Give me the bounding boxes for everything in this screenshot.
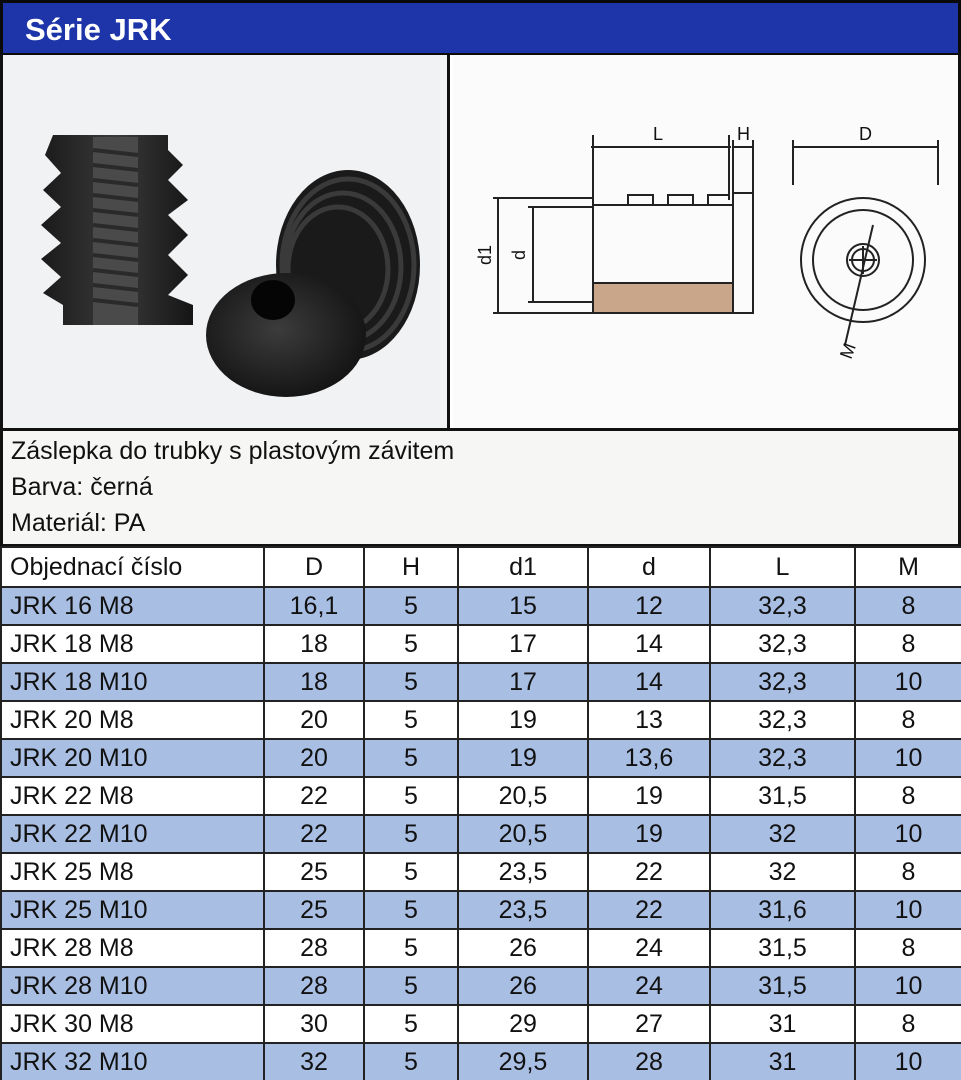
cell-L: 31,5 [710, 929, 855, 967]
cell-order-number: JRK 20 M10 [1, 739, 264, 777]
cell-H: 5 [364, 701, 458, 739]
column-header-order-number: Objednací číslo [1, 547, 264, 587]
cell-H: 5 [364, 1043, 458, 1080]
cell-L: 31,6 [710, 891, 855, 929]
cell-d: 14 [588, 663, 710, 701]
technical-drawing-svg [453, 55, 958, 428]
cell-H: 5 [364, 587, 458, 625]
cell-order-number: JRK 20 M8 [1, 701, 264, 739]
description-material: Materiál: PA [11, 509, 146, 537]
table-row [1, 929, 961, 967]
cell-d1: 17 [458, 663, 588, 701]
cell-order-number: JRK 25 M8 [1, 853, 264, 891]
label-H: H [737, 124, 750, 144]
cell-L: 31,5 [710, 777, 855, 815]
cell-order-number: JRK 28 M10 [1, 967, 264, 1005]
cell-M: 8 [855, 853, 961, 891]
cell-d1: 19 [458, 739, 588, 777]
cell-L: 32 [710, 853, 855, 891]
cell-d: 13,6 [588, 739, 710, 777]
cell-M: 8 [855, 1005, 961, 1043]
cell-d: 19 [588, 815, 710, 853]
cell-d1: 20,5 [458, 777, 588, 815]
product-description [0, 428, 961, 546]
technical-drawing [453, 55, 958, 428]
cell-d1: 26 [458, 967, 588, 1005]
cell-D: 20 [264, 701, 364, 739]
cell-d: 13 [588, 701, 710, 739]
cell-M: 10 [855, 967, 961, 1005]
table-header-row [1, 547, 961, 587]
cell-M: 8 [855, 625, 961, 663]
column-header-d1: d1 [458, 547, 588, 587]
cell-D: 28 [264, 967, 364, 1005]
cell-H: 5 [364, 625, 458, 663]
table-row [1, 663, 961, 701]
cell-D: 18 [264, 625, 364, 663]
insert-hole-shape [251, 280, 295, 320]
cell-d1: 20,5 [458, 815, 588, 853]
column-header-D: D [264, 547, 364, 587]
cell-d: 12 [588, 587, 710, 625]
cell-order-number: JRK 32 M10 [1, 1043, 264, 1080]
cell-D: 22 [264, 777, 364, 815]
cell-L: 32 [710, 815, 855, 853]
cell-L: 31,5 [710, 967, 855, 1005]
cell-order-number: JRK 25 M10 [1, 891, 264, 929]
cell-H: 5 [364, 777, 458, 815]
cell-L: 32,3 [710, 701, 855, 739]
cell-d1: 29,5 [458, 1043, 588, 1080]
label-L: L [653, 124, 664, 144]
cell-D: 32 [264, 1043, 364, 1080]
label-d1: d1 [475, 244, 495, 265]
table-row [1, 853, 961, 891]
cell-d: 27 [588, 1005, 710, 1043]
cell-d: 14 [588, 625, 710, 663]
cell-d1: 19 [458, 701, 588, 739]
table-row [1, 1043, 961, 1080]
cell-M: 8 [855, 929, 961, 967]
cell-M: 8 [855, 701, 961, 739]
cell-D: 22 [264, 815, 364, 853]
cell-D: 20 [264, 739, 364, 777]
cell-d: 22 [588, 891, 710, 929]
description-line-1: Záslepka do trubky s plastovým závitem [11, 437, 455, 465]
section-hatch-shape [593, 283, 733, 313]
cell-order-number: JRK 22 M10 [1, 815, 264, 853]
product-photo [3, 55, 450, 428]
table-row [1, 891, 961, 929]
table-row [1, 967, 961, 1005]
column-header-d: d [588, 547, 710, 587]
cell-D: 18 [264, 663, 364, 701]
cell-M: 10 [855, 1043, 961, 1080]
cell-D: 16,1 [264, 587, 364, 625]
column-header-M: M [855, 547, 961, 587]
cell-d1: 23,5 [458, 853, 588, 891]
table-row [1, 587, 961, 625]
table-row [1, 815, 961, 853]
cell-d1: 17 [458, 625, 588, 663]
label-D: D [859, 124, 872, 144]
cell-M: 10 [855, 815, 961, 853]
label-M: M [835, 340, 860, 362]
page-title: Série JRK [25, 12, 172, 47]
cell-d: 28 [588, 1043, 710, 1080]
cell-d: 24 [588, 967, 710, 1005]
cell-M: 8 [855, 777, 961, 815]
cell-M: 10 [855, 739, 961, 777]
cell-order-number: JRK 18 M10 [1, 663, 264, 701]
cell-d: 19 [588, 777, 710, 815]
table-row [1, 777, 961, 815]
cell-order-number: JRK 22 M8 [1, 777, 264, 815]
cell-d1: 29 [458, 1005, 588, 1043]
header-bar [0, 0, 961, 55]
cell-D: 30 [264, 1005, 364, 1043]
cell-L: 32,3 [710, 625, 855, 663]
cell-D: 25 [264, 891, 364, 929]
cell-d1: 26 [458, 929, 588, 967]
cell-L: 32,3 [710, 663, 855, 701]
cell-D: 28 [264, 929, 364, 967]
cell-order-number: JRK 16 M8 [1, 587, 264, 625]
cell-H: 5 [364, 739, 458, 777]
spec-table [0, 546, 961, 1080]
label-d: d [509, 249, 529, 260]
cell-M: 10 [855, 891, 961, 929]
cell-H: 5 [364, 929, 458, 967]
cell-D: 25 [264, 853, 364, 891]
cell-L: 31 [710, 1005, 855, 1043]
cell-L: 31 [710, 1043, 855, 1080]
cell-H: 5 [364, 891, 458, 929]
cell-M: 8 [855, 587, 961, 625]
table-row [1, 739, 961, 777]
cell-order-number: JRK 30 M8 [1, 1005, 264, 1043]
cell-H: 5 [364, 815, 458, 853]
cell-H: 5 [364, 1005, 458, 1043]
cell-d1: 23,5 [458, 891, 588, 929]
column-header-H: H [364, 547, 458, 587]
cell-H: 5 [364, 853, 458, 891]
cell-H: 5 [364, 967, 458, 1005]
cell-d: 24 [588, 929, 710, 967]
table-row [1, 701, 961, 739]
column-header-L: L [710, 547, 855, 587]
description-color: Barva: černá [11, 473, 153, 501]
images-row [0, 55, 961, 428]
cell-order-number: JRK 28 M8 [1, 929, 264, 967]
table-row [1, 625, 961, 663]
cell-M: 10 [855, 663, 961, 701]
table-row [1, 1005, 961, 1043]
cell-d: 22 [588, 853, 710, 891]
cell-order-number: JRK 18 M8 [1, 625, 264, 663]
cell-H: 5 [364, 663, 458, 701]
cell-L: 32,3 [710, 739, 855, 777]
product-photo-illustration [3, 55, 447, 428]
cell-L: 32,3 [710, 587, 855, 625]
cell-d1: 15 [458, 587, 588, 625]
